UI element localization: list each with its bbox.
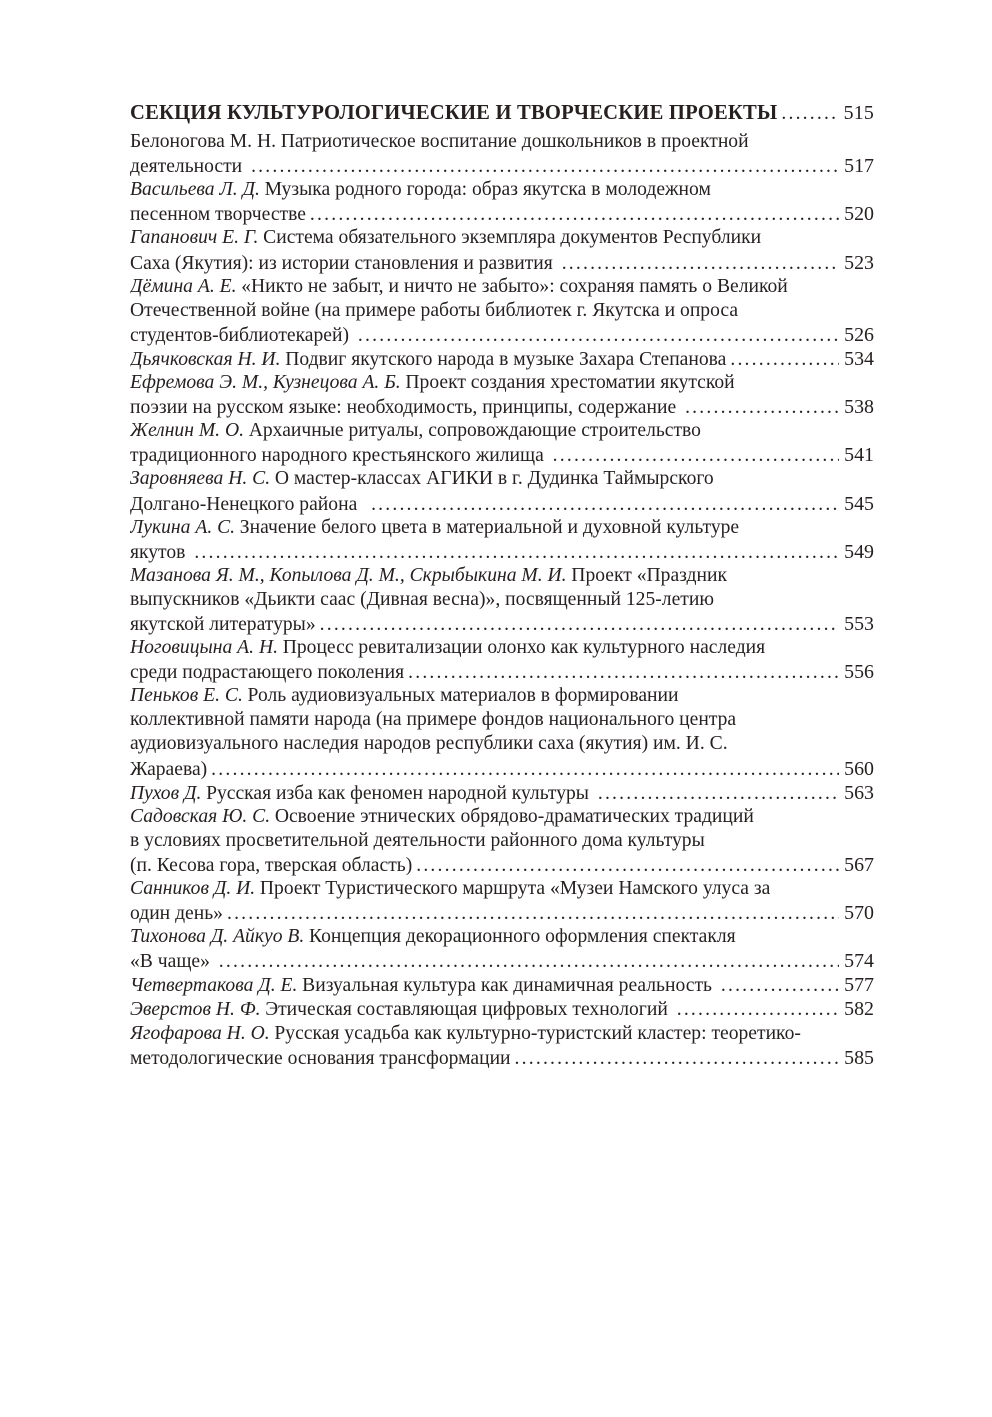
entry-title-line: (п. Кесова гора, тверская область)	[130, 854, 413, 876]
toc-line	[130, 757, 874, 781]
entry-title-line: студентов-библиотекарей)	[130, 324, 354, 346]
entry-page-number: 517	[844, 155, 874, 178]
toc-entry	[130, 419, 874, 467]
entry-page-number: 567	[844, 853, 874, 876]
entry-page-number: 553	[844, 612, 874, 635]
toc-line	[130, 612, 874, 636]
entry-title-line: песенном творчестве	[130, 204, 306, 226]
toc-line	[130, 1022, 874, 1046]
entry-page-number: 585	[844, 1046, 874, 1069]
entry-page-number: 523	[844, 251, 874, 274]
entry-title-line: аудиовизуального наследия народов республики саха (якутия) им. И. С.	[130, 733, 728, 755]
entry-page-number: 534	[844, 347, 874, 370]
entry-title-line: якутов	[130, 541, 191, 563]
toc-line	[130, 805, 874, 829]
dot-leader	[562, 252, 839, 275]
entry-author: Васильева Л. Д.	[130, 179, 260, 201]
dot-leader	[320, 613, 840, 636]
entry-title-line: Проект «Праздник	[571, 564, 727, 586]
entry-page-number: 556	[844, 661, 874, 684]
toc-entry	[130, 275, 874, 347]
toc-line	[130, 467, 874, 491]
entry-author: Пеньков Е. С.	[130, 685, 243, 707]
toc-line	[130, 877, 874, 901]
toc-entry	[130, 997, 874, 1021]
entry-page-number: 526	[844, 323, 874, 346]
entry-title-line: Значение белого цвета в материальной и духовной культуре	[239, 516, 740, 538]
toc-line	[130, 202, 874, 226]
toc-line	[130, 371, 874, 395]
entry-title-line: Проект создания хрестоматии якутской	[405, 372, 735, 394]
toc-line	[130, 130, 874, 154]
entry-page-number: 560	[844, 757, 874, 780]
entry-title-line: Концепция декорационного оформления спектакля	[308, 926, 736, 948]
toc-entry	[130, 347, 874, 371]
dot-leader	[408, 661, 839, 684]
toc-line	[130, 636, 874, 660]
toc-entry	[130, 684, 874, 780]
toc-entry	[130, 226, 874, 274]
toc-entries	[130, 130, 874, 1070]
entry-title-line: Патриотическое воспитание дошкольников в проектной	[280, 131, 749, 153]
toc-line	[130, 660, 874, 684]
dot-leader	[227, 902, 839, 925]
table-of-contents	[130, 101, 874, 1070]
toc-line	[130, 732, 874, 756]
dot-leader	[515, 1047, 840, 1070]
entry-author: Мазанова Я. М., Копылова Д. М., Скрыбыкина М. И.	[130, 564, 567, 586]
toc-line	[130, 226, 874, 250]
toc-line	[130, 419, 874, 443]
entry-author: Ноговицына А. Н.	[130, 637, 278, 659]
dot-leader	[781, 102, 838, 125]
entry-page-number: 574	[844, 950, 874, 973]
toc-entry	[130, 973, 874, 997]
section-heading-row	[130, 101, 874, 125]
entry-title-line: среди подрастающего поколения	[130, 662, 405, 684]
entry-title-line: Русская усадьба как культурно-туристский кластер: теоретико-	[274, 1022, 801, 1044]
toc-line	[130, 347, 874, 371]
dot-leader	[721, 974, 839, 997]
toc-entry	[130, 805, 874, 877]
entry-page-number: 582	[844, 998, 874, 1021]
toc-line	[130, 588, 874, 612]
dot-leader	[553, 444, 839, 467]
toc-entry	[130, 781, 874, 805]
entry-title-line: якутской литературы»	[130, 613, 316, 635]
entry-page-number: 549	[844, 540, 874, 563]
dot-leader	[416, 854, 839, 877]
dot-leader	[358, 324, 839, 347]
entry-title-line: Жараева)	[130, 758, 208, 780]
toc-line	[130, 492, 874, 516]
entry-title-line: Визуальная культура как динамичная реальность	[302, 975, 717, 997]
toc-line	[130, 178, 874, 202]
toc-line	[130, 564, 874, 588]
entry-page-number: 545	[844, 492, 874, 515]
entry-title-line: в условиях просветительной деятельности районного дома культуры	[130, 829, 705, 851]
entry-title-line: Саха (Якутия): из истории становления и развития	[130, 252, 558, 274]
toc-line	[130, 829, 874, 853]
toc-line	[130, 299, 874, 323]
entry-title-line: традиционного народного крестьянского жилища	[130, 445, 549, 467]
dot-leader	[219, 950, 839, 973]
toc-entry	[130, 516, 874, 564]
toc-line	[130, 540, 874, 564]
entry-title-line: Роль аудиовизуальных материалов в формировании	[247, 685, 679, 707]
entry-author: Ягофарова Н. О.	[130, 1022, 270, 1044]
toc-line	[130, 443, 874, 467]
entry-title-line: Процесс ревитализации олонхо как культурного наследия	[282, 637, 766, 659]
toc-line	[130, 925, 874, 949]
toc-entry	[130, 564, 874, 636]
toc-line	[130, 516, 874, 540]
section-heading-page-number: 515	[843, 102, 874, 124]
toc-line	[130, 997, 874, 1021]
dot-leader	[730, 348, 839, 371]
toc-line	[130, 708, 874, 732]
toc-line	[130, 901, 874, 925]
toc-line	[130, 251, 874, 275]
toc-line	[130, 323, 874, 347]
entry-page-number: 577	[844, 974, 874, 997]
entry-title-line: Подвиг якутского народа в музыке Захара Степанова	[285, 348, 727, 370]
entry-author: Эверстов Н. Ф.	[130, 999, 261, 1021]
entry-author: Тихонова Д. Айкуо В.	[130, 926, 305, 948]
entry-title-line: Система обязательного экземпляра документов Республики	[263, 227, 762, 249]
entry-page-number: 570	[844, 902, 874, 925]
dot-leader	[598, 782, 839, 805]
entry-page-number: 538	[844, 396, 874, 419]
entry-author: Лукина А. С.	[130, 516, 236, 538]
dot-leader	[310, 203, 839, 226]
entry-author: Дёмина А. Е.	[130, 275, 237, 297]
entry-title-line: Отечественной войне (на примере работы библиотек г. Якутска и опроса	[130, 299, 739, 321]
entry-title-line: Русская изба как феномен народной культуры	[206, 782, 594, 804]
entry-title-line: Проект Туристического маршрута «Музеи Намского улуса за	[259, 878, 771, 899]
dot-leader	[251, 155, 839, 178]
entry-title-line: один день»	[130, 903, 223, 925]
entry-author: Садовская Ю. С.	[130, 805, 271, 827]
entry-title-line: выпускников «Дьикти саас (Дивная весна)», посвященный 125-летию	[130, 588, 714, 610]
dot-leader	[677, 998, 839, 1021]
toc-line	[130, 275, 874, 299]
entry-title-line: коллективной памяти народа (на примере фондов национального центра	[130, 709, 737, 731]
entry-title-line: О мастер-классах АГИКИ в г. Дудинка Таймырского	[274, 468, 714, 490]
entry-title-line: «Никто не забыт, и ничто не забыто»: сохраняя память о Великой	[241, 275, 788, 297]
entry-author: Заровняева Н. С.	[130, 468, 271, 490]
toc-entry	[130, 178, 874, 226]
toc-entry	[130, 467, 874, 515]
toc-line	[130, 1046, 874, 1070]
entry-title-line: Долгано-Ненецкого района	[130, 493, 368, 515]
dot-leader	[194, 541, 839, 564]
toc-line	[130, 154, 874, 178]
dot-leader	[685, 396, 839, 419]
entry-page-number: 520	[844, 203, 874, 226]
entry-author: Гапанович Е. Г.	[130, 227, 259, 249]
toc-line	[130, 973, 874, 997]
entry-author: Желнин М. О.	[130, 420, 245, 442]
toc-entry	[130, 1022, 874, 1070]
entry-title-line: Освоение этнических обрядово-драматических традиций	[274, 805, 754, 827]
entry-page-number: 541	[844, 444, 874, 467]
entry-author: Санников Д. И.	[130, 878, 256, 899]
entry-title-line: деятельности	[130, 156, 248, 178]
toc-line	[130, 853, 874, 877]
entry-title-line: поэзии на русском языке: необходимость, принципы, содержание	[130, 397, 682, 419]
entry-title-line: Этическая составляющая цифровых технологий	[265, 999, 673, 1021]
toc-entry	[130, 130, 874, 178]
entry-author: Четвертакова Д. Е.	[130, 975, 298, 997]
entry-author: Белоногова М. Н.	[130, 131, 277, 153]
entry-title-line: «В чаще»	[130, 951, 215, 973]
toc-line	[130, 684, 874, 708]
toc-entry	[130, 636, 874, 684]
toc-entry	[130, 925, 874, 973]
entry-author: Ефремова Э. М., Кузнецова А. Б.	[130, 372, 401, 394]
toc-line	[130, 395, 874, 419]
entry-page-number: 563	[844, 781, 874, 804]
toc-line	[130, 949, 874, 973]
entry-title-line: методологические основания трансформации	[130, 1047, 511, 1069]
entry-author: Пухов Д.	[130, 782, 202, 804]
dot-leader	[211, 758, 839, 781]
toc-entry	[130, 877, 874, 925]
toc-line	[130, 781, 874, 805]
entry-title-line: Архаичные ритуалы, сопровождающие строительство	[248, 420, 701, 442]
dot-leader	[371, 493, 839, 516]
entry-title-line: Музыка родного города: образ якутска в молодежном	[264, 179, 711, 201]
entry-author: Дьячковская Н. И.	[130, 348, 281, 370]
section-heading-label: СЕКЦИЯ КУЛЬТУРОЛОГИЧЕСКИЕ И ТВОРЧЕСКИЕ ПРОЕКТЫ	[130, 102, 778, 124]
toc-entry	[130, 371, 874, 419]
